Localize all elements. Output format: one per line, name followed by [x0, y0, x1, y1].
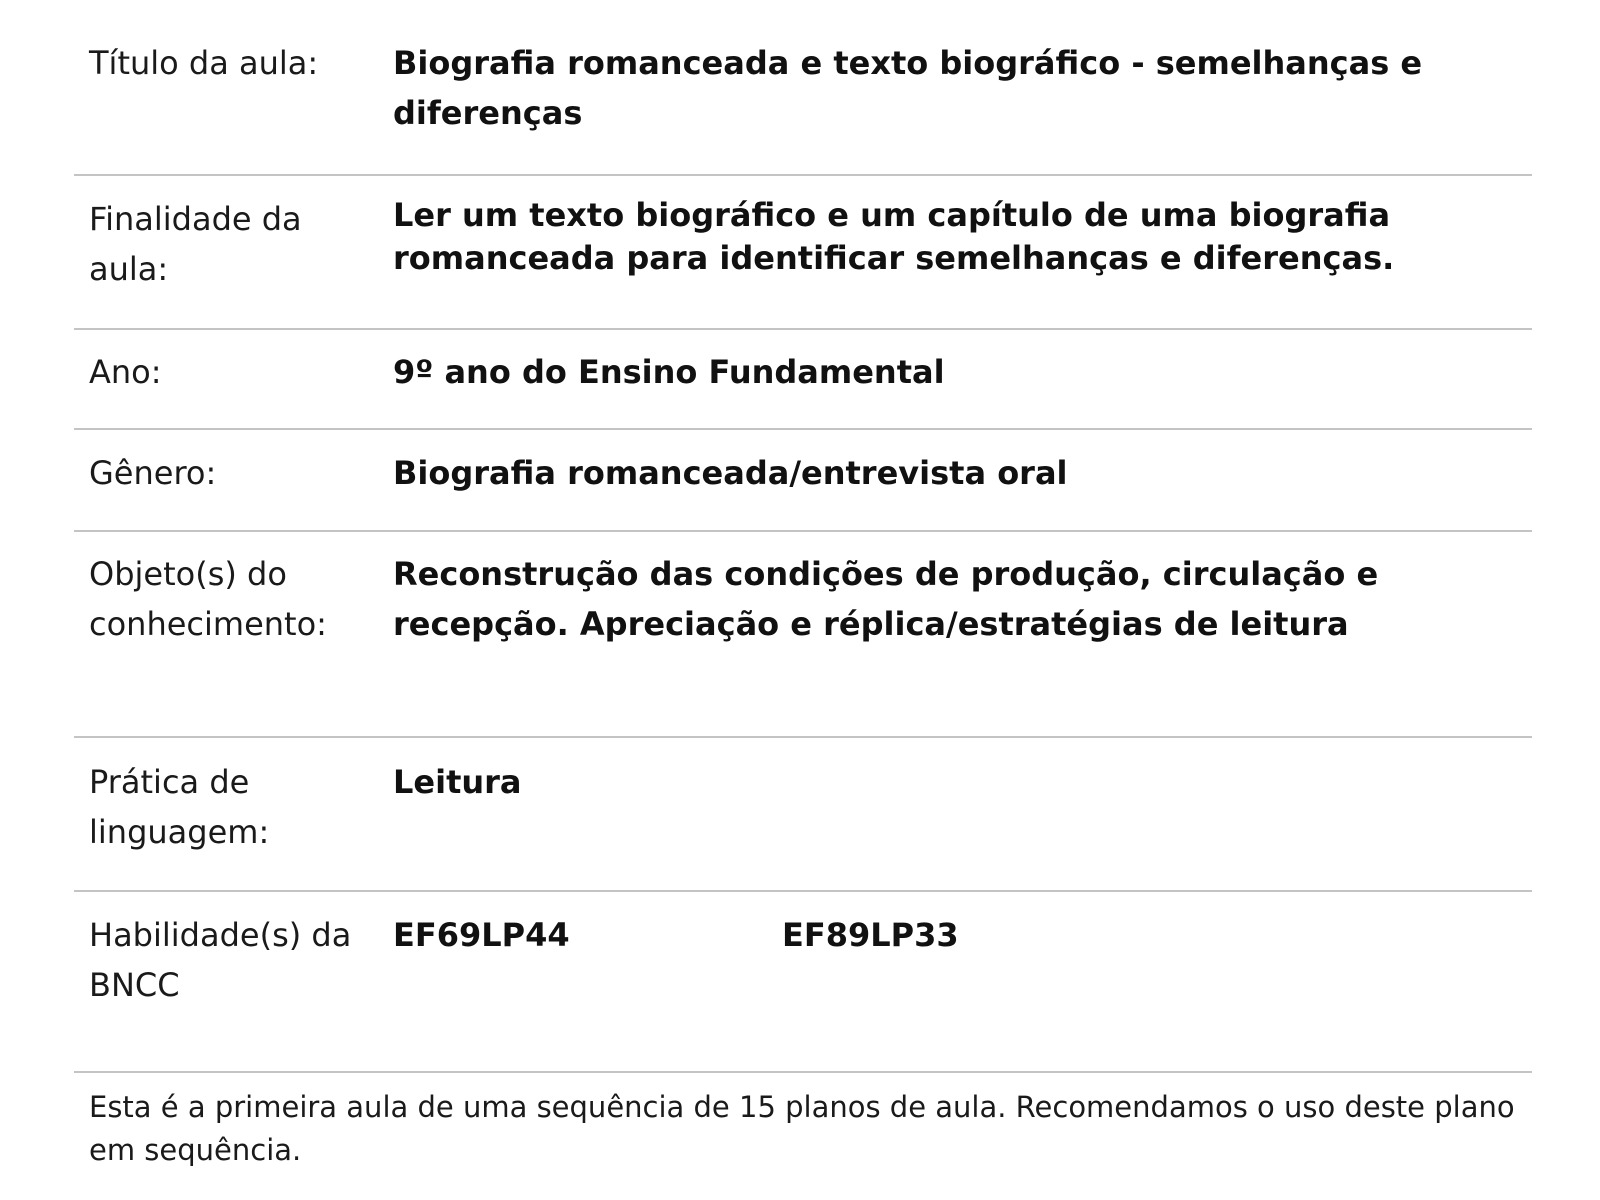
value-genero: Biografia romanceada/entrevista oral: [393, 454, 1068, 492]
divider: [74, 1071, 1532, 1073]
bncc-code: EF89LP33: [782, 916, 959, 954]
row-finalidade: [74, 194, 1532, 294]
divider: [74, 174, 1532, 176]
label-titulo: Título da aula:: [89, 44, 319, 82]
divider: [74, 328, 1532, 330]
row-pratica: [74, 757, 1532, 867]
row-habilidades: [74, 910, 1532, 1020]
value-ano: 9º ano do Ensino Fundamental: [393, 353, 945, 391]
label-habilidades: Habilidade(s) da BNCC: [89, 916, 352, 1004]
sequence-note: Esta é a primeira aula de uma sequência de 15 planos de aula. Recomendamos o uso deste plano em sequência.: [89, 1090, 1515, 1167]
value-finalidade: Ler um texto biográfico e um capítulo de uma biografia romanceada para identificar semelhanças e diferenças.: [393, 196, 1395, 277]
label-ano: Ano:: [89, 353, 162, 391]
label-genero: Gênero:: [89, 454, 217, 492]
value-objeto: Reconstrução das condições de produção, circulação e recepção. Apreciação e réplica/estratégias de leitura: [393, 555, 1379, 643]
value-titulo: Biografia romanceada e texto biográfico - semelhanças e diferenças: [393, 44, 1423, 132]
divider: [74, 428, 1532, 430]
row-ano: [74, 347, 1532, 397]
row-genero: [74, 448, 1532, 498]
row-titulo: [74, 38, 1532, 148]
divider: [74, 530, 1532, 532]
divider: [74, 736, 1532, 738]
value-pratica: Leitura: [393, 763, 522, 801]
label-finalidade: Finalidade da aula:: [89, 200, 302, 288]
bncc-code: EF69LP44: [393, 916, 570, 954]
divider: [74, 890, 1532, 892]
label-pratica: Prática de linguagem:: [89, 763, 270, 851]
label-objeto: Objeto(s) do conhecimento:: [89, 555, 327, 643]
row-objeto: [74, 549, 1532, 659]
